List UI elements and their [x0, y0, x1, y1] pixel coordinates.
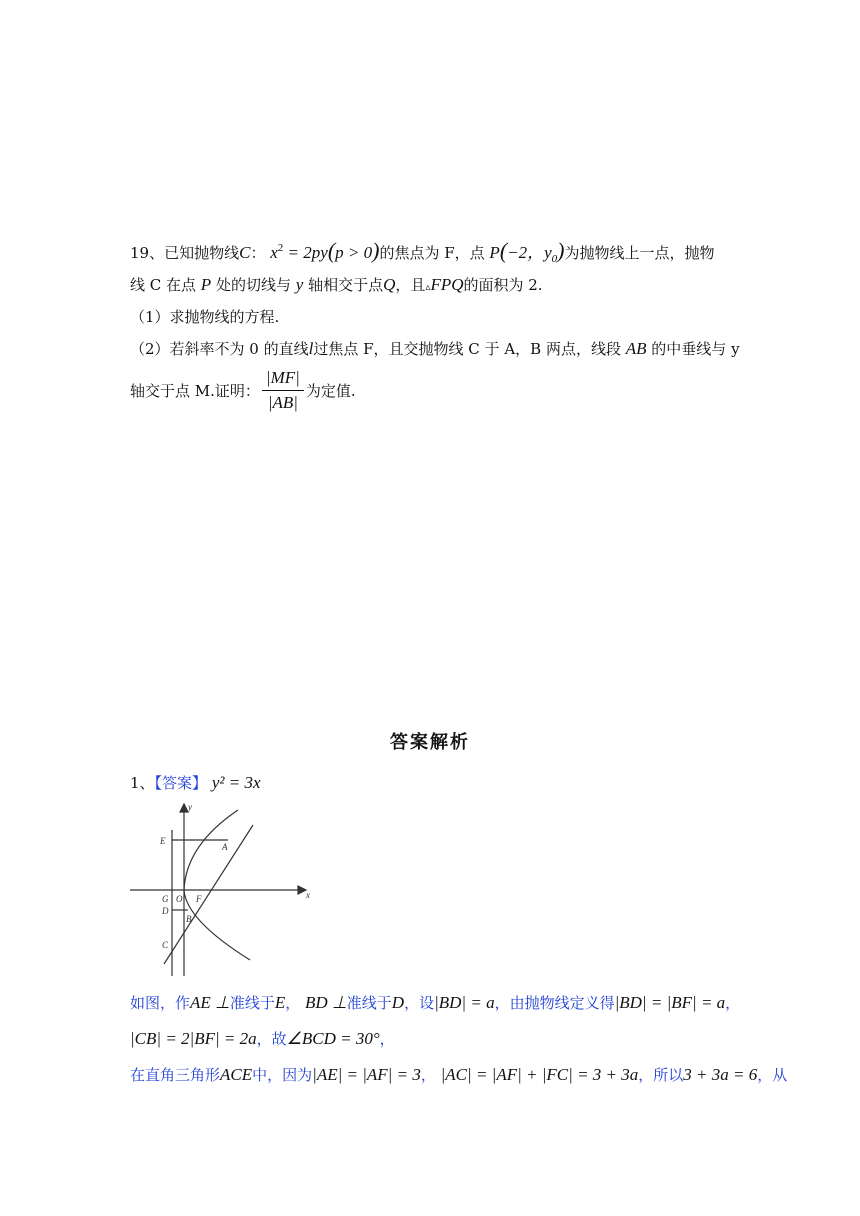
math-expr: |BD| = a [434, 993, 495, 1012]
solution-text: ，由抛物线定义得 [494, 994, 615, 1012]
q19-line-5 [130, 368, 356, 413]
q19-part-2 [130, 338, 740, 359]
math-symbol: l [308, 339, 314, 358]
q19-text: 轴相交于点 [308, 276, 384, 294]
solution-text: 准线于 [346, 994, 392, 1012]
label-d: D [162, 906, 169, 916]
solution-text: ， [420, 1066, 436, 1084]
math-expr: 3 + 3a = 6 [683, 1065, 758, 1084]
q19-text: 轴交于点 M.证明： [130, 382, 260, 400]
label-c: C [162, 940, 169, 950]
math-symbol: D [391, 993, 405, 1012]
math-expr: BD ⊥ [305, 993, 347, 1012]
q19-text: （2）若斜率不为 0 的直线 [130, 340, 309, 358]
point-p-coordinates: P(−2，$y_0$) [489, 238, 565, 265]
q19-text: ，且 [395, 276, 426, 294]
x-axis-arrow-icon [298, 886, 306, 894]
q19-text: 的焦点为 F，点 [379, 244, 485, 262]
q19-text: 为定值. [305, 382, 356, 400]
fraction-denominator: |AB| [267, 393, 298, 412]
label-f: F [196, 894, 202, 904]
math-expr: |CB| = 2|BF| = 2a [130, 1029, 257, 1048]
math-symbol: E [274, 993, 286, 1012]
triangle-icon: ▵ [425, 282, 431, 293]
math-symbol: C [239, 243, 251, 262]
label-y: y [188, 802, 192, 812]
math-symbol: Q [383, 275, 396, 294]
y-axis-arrow-icon [180, 804, 188, 812]
q19-line-2 [130, 274, 543, 295]
solution-line-1 [130, 992, 740, 1013]
label-x: x [306, 890, 310, 900]
fraction-mf-ab [262, 368, 304, 413]
q19-text: 线 C 在点 [130, 276, 197, 294]
answer-number: 1、 [130, 774, 155, 792]
math-expr: |BD| = |BF| = a [614, 993, 726, 1012]
solution-line-3 [130, 1064, 787, 1085]
math-symbol: ACE [220, 1065, 253, 1084]
solution-text: ，所以 [638, 1066, 684, 1084]
q19-part-1: （1）求抛物线的方程. [130, 308, 280, 326]
q19-text: 为抛物线上一点，抛物 [564, 244, 715, 262]
solution-text: 准线于 [229, 994, 275, 1012]
q19-text: 19、已知抛物线 [130, 244, 240, 262]
q19-text: ： [250, 244, 266, 262]
solution-text: ， [285, 994, 301, 1012]
label-a: A [222, 842, 228, 852]
math-symbol: y [295, 275, 304, 294]
q19-line-1 [130, 238, 715, 265]
fraction-numerator: |MF| [262, 368, 304, 391]
q19-text: 的面积为 2. [463, 276, 543, 294]
q19-text: 处的切线与 [215, 276, 291, 294]
answer-tag: 【答案】 [154, 774, 208, 792]
math-expr: |AE| = |AF| = 3 [312, 1065, 421, 1084]
label-o: O [176, 894, 183, 904]
answer-1-line [130, 772, 261, 793]
solution-text: ， [725, 994, 741, 1012]
math-symbol: P [200, 275, 212, 294]
solution-text: 在直角三角形 [130, 1066, 221, 1084]
parabola-figure [128, 800, 318, 980]
math-expr: |AC| = |AF| + |FC| = 3 + 3a [440, 1065, 639, 1084]
solution-line-2 [130, 1028, 395, 1049]
q19-text: 过焦点 F，且交抛物线 C 于 A，B 两点，线段 [313, 340, 621, 358]
math-symbol: AB [625, 339, 647, 358]
label-g: G [162, 894, 169, 904]
label-b: B [186, 914, 192, 924]
solution-text: ，设 [404, 994, 435, 1012]
math-expr: AE ⊥ [190, 993, 230, 1012]
math-expr: ∠BCD = 30° [286, 1029, 380, 1048]
q19-text: 的中垂线与 y [651, 340, 740, 358]
parabola-equation: $x^2 = 2py(p > 0)$ [270, 238, 380, 263]
parabola-curve [184, 810, 250, 960]
answer-value: y² = 3x [211, 773, 261, 792]
solution-text: ，故 [256, 1030, 287, 1048]
solution-text: 如图，作 [130, 994, 191, 1012]
solution-text: ，从 [757, 1066, 788, 1084]
solution-text: 中，因为 [252, 1066, 313, 1084]
math-symbol: FPQ [430, 275, 464, 294]
solution-text: ， [379, 1030, 395, 1048]
answers-heading: 答案解析 [390, 732, 470, 753]
label-e: E [160, 836, 166, 846]
